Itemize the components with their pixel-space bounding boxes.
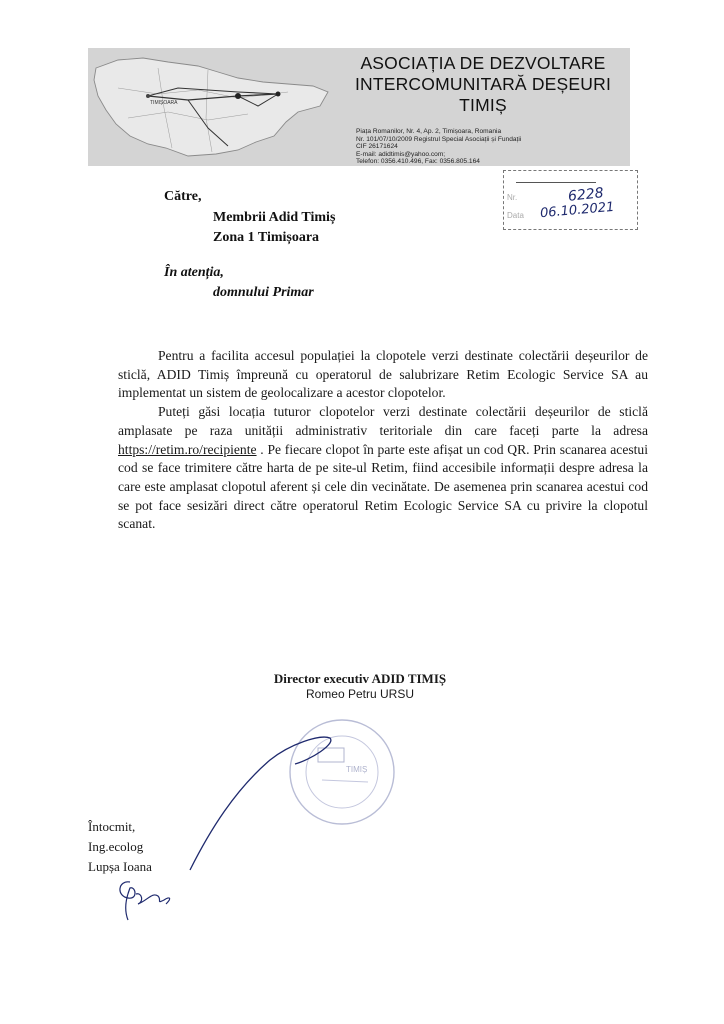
- org-email: E-mail: adidtimis@yahoo.com;: [356, 150, 446, 158]
- org-phone-fax: Telefon: 0356.410.496, Fax: 0356.805.164: [356, 158, 480, 166]
- prepared-by-block: [88, 817, 152, 877]
- retim-recipiente-link[interactable]: https://retim.ro/recipiente: [118, 441, 257, 457]
- preparer-signature: [108, 874, 178, 924]
- organization-contact-details: [356, 128, 626, 166]
- org-title-line1: ASOCIAȚIA DE DEZVOLTARE: [360, 53, 606, 73]
- prepared-by-name: Lupșa Ioana: [88, 859, 152, 874]
- prepared-by-label: Întocmit,: [88, 819, 136, 834]
- body-paragraph-2-start: Puteți găsi locația tuturor clopotelor verzi destinate colectării deșeurilor de sticlă amplasate pe raza unității administrativ teritoriale din care faceți parte la adresa: [118, 404, 648, 438]
- prepared-by-title: Ing.ecolog: [88, 839, 144, 854]
- org-registry: Nr. 101/07/10/2009 Registrul Special Asociații și Fundații: [356, 135, 522, 143]
- org-address: Piața Romanilor, Nr. 4, Ap. 2, Timișoara, Romania: [356, 128, 502, 135]
- registration-number: 6228: [567, 185, 605, 205]
- org-title-line2: INTERCOMUNITARĂ DEȘEURI: [354, 74, 612, 94]
- recipient-line1: Membrii Adid Timiș: [213, 210, 336, 225]
- attention-recipient: domnului Primar: [213, 285, 314, 300]
- map-city-label: TIMIȘOARA: [150, 100, 178, 106]
- org-title-line3: TIMIȘ: [459, 95, 507, 115]
- timis-county-map-logo: [88, 48, 338, 166]
- recipient-line2: Zona 1 Timișoara: [213, 230, 320, 245]
- director-signature: [180, 720, 360, 880]
- registration-number-label: Nr.: [507, 193, 518, 202]
- org-cif: CIF 26171624: [356, 143, 398, 151]
- letter-body: [118, 347, 648, 534]
- signatory-role: Director executiv ADID TIMIȘ: [273, 671, 447, 686]
- salutation-to: Către,: [164, 189, 202, 204]
- body-paragraph-2: [118, 403, 648, 534]
- body-paragraph-1: Pentru a facilita accesul populației la clopotele verzi destinate colectării deșeurilor de sticlă, ADID Timiș împreună cu operatorul de salubrizare Retim Ecologic Service SA au implementat un sistem de geolocalizare a acestor clopotelor.: [118, 348, 648, 401]
- signatory-name: Romeo Petru URSU: [305, 687, 415, 701]
- body-paragraph-2-end: . Pe fiecare clopot în parte este afișat un cod QR. Prin scanarea acestui cod se face trimitere către harta de pe site-ul Retim, fiind accesibile informații despre adresa la care este amplasat clopotul aferent și cele din vecinătate. De asemenea prin scanarea acestui cod se pot face sesizări direct către operatorul Retim Ecologic Service SA cu privire la clopotul scanat.: [118, 441, 648, 532]
- registration-stamp-line: [516, 182, 596, 183]
- stamp-seal-text: TIMIȘ: [346, 765, 368, 774]
- organization-title: [338, 53, 628, 116]
- registration-date: 06.10.2021: [539, 199, 615, 222]
- registration-date-label: Data: [507, 211, 524, 220]
- attention-label: În atenția,: [164, 265, 224, 280]
